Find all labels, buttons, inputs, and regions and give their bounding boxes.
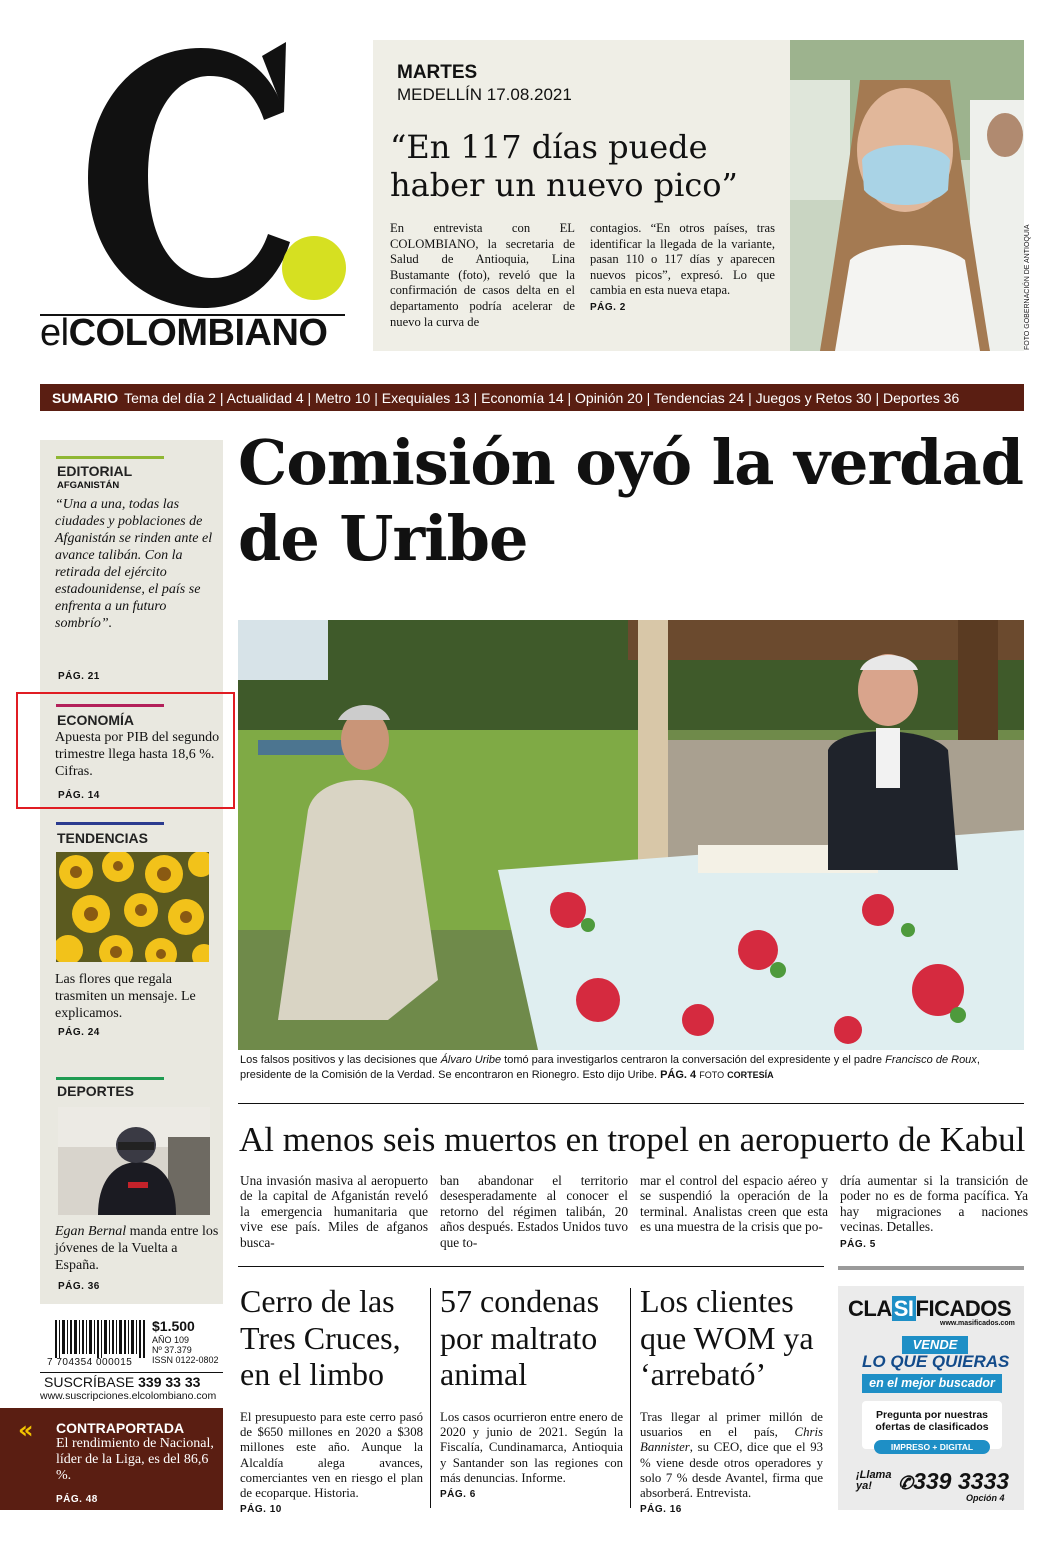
logo-c-icon (36, 20, 356, 320)
caption-page[interactable]: PÁG. 4 (660, 1069, 697, 1081)
clasificados-phone-number: 339 3333 (913, 1468, 1010, 1494)
edition-day: MARTES (397, 62, 478, 83)
deportes-rule (56, 1077, 164, 1080)
economia-rule (56, 704, 164, 707)
editorial-subtitle: AFGANISTÁN (57, 480, 120, 491)
cyclist-photo[interactable] (58, 1107, 210, 1215)
wom-text (640, 1410, 823, 1517)
deportes-text-name: Egan Bernal (55, 1224, 127, 1239)
barcode-digits: 7 704354 000015 (47, 1357, 133, 1368)
cerro-text (240, 1410, 423, 1517)
clasificados-llama-ya: ¡Llama ya! (856, 1469, 892, 1492)
clasificados-title (848, 1296, 1011, 1322)
tendencias-text: Las flores que regala trasmiten un mensaje. Le explicamos. (55, 972, 196, 1021)
brand-name: COLOMBIANO (68, 312, 328, 354)
issue-price: $1.500 (152, 1318, 195, 1334)
kabul-page[interactable]: PÁG. 5 (840, 1238, 876, 1250)
cerro-headline[interactable]: Cerro de las Tres Cruces, en el limbo (240, 1283, 401, 1392)
subscription-url[interactable]: www.suscripciones.elcolombiano.com (40, 1390, 217, 1402)
phone-icon: ✆ (898, 1473, 914, 1493)
kabul-col-2: ban abandonar el territorio desesperadamente al conocer el retorno del régimen talibán, 20 años después. Estados Unidos tuvo que to- (440, 1173, 628, 1250)
brand-el: el (40, 312, 69, 354)
subscription-rule (40, 1372, 223, 1373)
caption-de-roux: Francisco de Roux (885, 1054, 977, 1066)
main-photo-caption (240, 1053, 1024, 1083)
condenas-page[interactable]: PÁG. 6 (440, 1489, 476, 1501)
condenas-text (440, 1410, 623, 1502)
condenas-text-body: Los casos ocurrieron entre enero de 2020 y junio de 2021. Según la Fiscalía, Cundinamarca, Antioquia y Santander son las regiones con más denuncias. Informe. (440, 1410, 623, 1485)
caption-foto: FOTO (699, 1070, 725, 1080)
clasificados-mejor-buscador: en el mejor buscador (862, 1374, 1002, 1393)
wom-text-b: , su CEO, dice que el 93 % viene desde otros operadores y solo 7 % desde Avantel, firma que absorberá. Entrevista. (640, 1440, 823, 1501)
clasificados-phone[interactable] (898, 1468, 1009, 1495)
wom-text-name: Chris Bannister (640, 1425, 823, 1455)
issue-number: Nº 37.379 (152, 1345, 192, 1355)
issue-issn: ISSN 0122-0802 (152, 1355, 219, 1365)
clasificados-rule (838, 1266, 1024, 1270)
subscription-line[interactable] (44, 1374, 200, 1390)
top-story-col-2-text: contagios. “En otros países, tras identificar la llegada de la variante, pasan 110 o 117 días y aparecen nuevos picos”, expresó. Lo que cambia en esta nueva etapa. (590, 221, 775, 298)
caption-uribe: Álvaro Uribe (440, 1054, 502, 1066)
bottom-rule (238, 1266, 824, 1267)
deportes-title[interactable]: DEPORTES (57, 1083, 135, 1099)
clasificados-opcion: Opción 4 (966, 1493, 1005, 1503)
sumario-label: SUMARIO (52, 389, 119, 406)
tendencias-page[interactable]: PÁG. 24 (58, 1027, 100, 1038)
editorial-page[interactable]: PÁG. 21 (58, 671, 100, 682)
economia-text: Apuesta por PIB del segundo trimestre llega hasta 18,6 %. Cifras. (55, 730, 220, 779)
deportes-text-rest: manda entre los jóvenes de la Vuelta a España. (55, 1224, 219, 1273)
clasificados-vende: VENDE (902, 1336, 968, 1354)
edition-dateline: MEDELLÍN 17.08.2021 (397, 85, 572, 104)
caption-credit: CORTESÍA (727, 1070, 774, 1080)
kabul-col-4 (840, 1173, 1028, 1252)
sumario-bar (40, 384, 1024, 411)
kabul-rule (238, 1103, 1024, 1104)
column-divider (630, 1288, 631, 1508)
top-story-page[interactable]: PÁG. 2 (590, 301, 626, 313)
double-chevron-left-icon: « (18, 1416, 34, 1444)
contraportada-title[interactable]: CONTRAPORTADA (56, 1420, 185, 1436)
deportes-page[interactable]: PÁG. 36 (58, 1281, 100, 1292)
kabul-col-1: Una invasión masiva al aeropuerto de la capital de Afganistán reveló la emergencia humanitaria que vive ese país. Miles de afganos busca- (240, 1173, 428, 1250)
tendencias-title[interactable]: TENDENCIAS (57, 830, 149, 846)
kabul-col-3: mar el control del espacio aéreo y se suspendió la operación de la terminal. Analistas creen que esta es una muestra de la crisis que po- (640, 1173, 828, 1235)
kabul-col-4-text: dría aumentar si la transición de poder no es de forma pacífica. Ya hay migraciones a naciones vecinas. Detalles. (840, 1173, 1028, 1235)
tendencias-rule (56, 822, 164, 825)
uribe-de-roux-photo[interactable] (238, 620, 1024, 1050)
condenas-headline[interactable]: 57 condenas por maltrato animal (440, 1283, 600, 1392)
caption-part-a: Los falsos positivos y las decisiones que (240, 1054, 441, 1066)
caption-part-c: , presidente de la Comisión de la Verdad. Se encontraron en Rionegro. Esto dijo Uribe. (240, 1054, 980, 1081)
secretary-portrait-photo (790, 40, 1024, 351)
contraportada-text: El rendimiento de Nacional, líder de la Liga, es del 86,6 %. (56, 1436, 214, 1483)
deportes-text (55, 1223, 220, 1274)
cerro-page[interactable]: PÁG. 10 (240, 1504, 282, 1516)
subscription-label: SUSCRÍBASE (44, 1374, 135, 1390)
clasificados-impreso-digital: IMPRESO + DIGITAL (874, 1440, 990, 1454)
caption-part-b: tomó para investigarlos centraron la conversación del expresidente y el padre (501, 1054, 886, 1066)
kabul-headline[interactable]: Al menos seis muertos en tropel en aeropuerto de Kabul (239, 1120, 1026, 1159)
cerro-text-body: El presupuesto para este cerro pasó de $650 millones en 2020 a $308 millones este año. Aunque la Alcaldía alega avances, comerciantes ven en riesgo el plan de ecoparque. Historia. (240, 1410, 423, 1501)
barcode-icon (55, 1320, 145, 1358)
economia-title[interactable]: ECONOMÍA (57, 712, 134, 728)
top-story-col-2 (590, 221, 775, 316)
top-photo-credit: FOTO GOBERNACIÓN DE ANTIOQUIA (1024, 224, 1031, 350)
contraportada-page[interactable]: PÁG. 48 (56, 1494, 98, 1505)
clasificados-lo-que-quieras: LO QUE QUIERAS (862, 1352, 1010, 1371)
editorial-text: “Una a una, todas las ciudades y poblaciones de Afganistán se rinden ante el avance talibán. Con la retirada del ejército estadounidense, el país se enfrenta a un futuro sombrío”. (55, 497, 213, 631)
issue-year: AÑO 109 (152, 1335, 190, 1345)
economia-page[interactable]: PÁG. 14 (58, 790, 100, 801)
top-story-col-1: En entrevista con EL COLOMBIANO, la secretaria de Salud de Antioquia, Lina Bustamante (foto), reveló que la confirmación de casos delta en el departamento podría acelerar de nuevo la curva de (390, 221, 575, 329)
flowers-photo[interactable] (56, 852, 209, 962)
sumario-items[interactable]: Tema del día 2 | Actualidad 4 | Metro 10 | Exequiales 13 | Economía 14 | Opinión 20 | Tendencias 24 | Juegos y Retos 30 | Deportes 36 (124, 389, 960, 406)
clasificados-pregunta: Pregunta por nuestras ofertas de clasificados (862, 1401, 1002, 1449)
wom-page[interactable]: PÁG. 16 (640, 1504, 682, 1516)
brand-wordmark[interactable] (40, 312, 327, 355)
editorial-title[interactable]: EDITORIAL (57, 463, 133, 479)
wom-headline[interactable]: Los clientes que WOM ya ‘arrebató’ (640, 1283, 814, 1392)
editorial-rule (56, 456, 164, 459)
clasificados-title-b: FICADOS (915, 1296, 1012, 1321)
top-headline[interactable]: “En 117 días puede haber un nuevo pico” (390, 128, 738, 204)
subscription-phone: 339 33 33 (138, 1374, 201, 1390)
clasificados-title-si: SI (893, 1296, 914, 1321)
wom-text-a: Tras llegar al primer millón de usuarios en el país, (640, 1410, 823, 1440)
clasificados-url[interactable]: www.masificados.com (940, 1320, 1015, 1327)
column-divider (430, 1288, 431, 1508)
main-headline[interactable]: Comisión oyó la verdad de Uribe (238, 426, 1023, 575)
clasificados-title-a: CLA (848, 1296, 892, 1321)
